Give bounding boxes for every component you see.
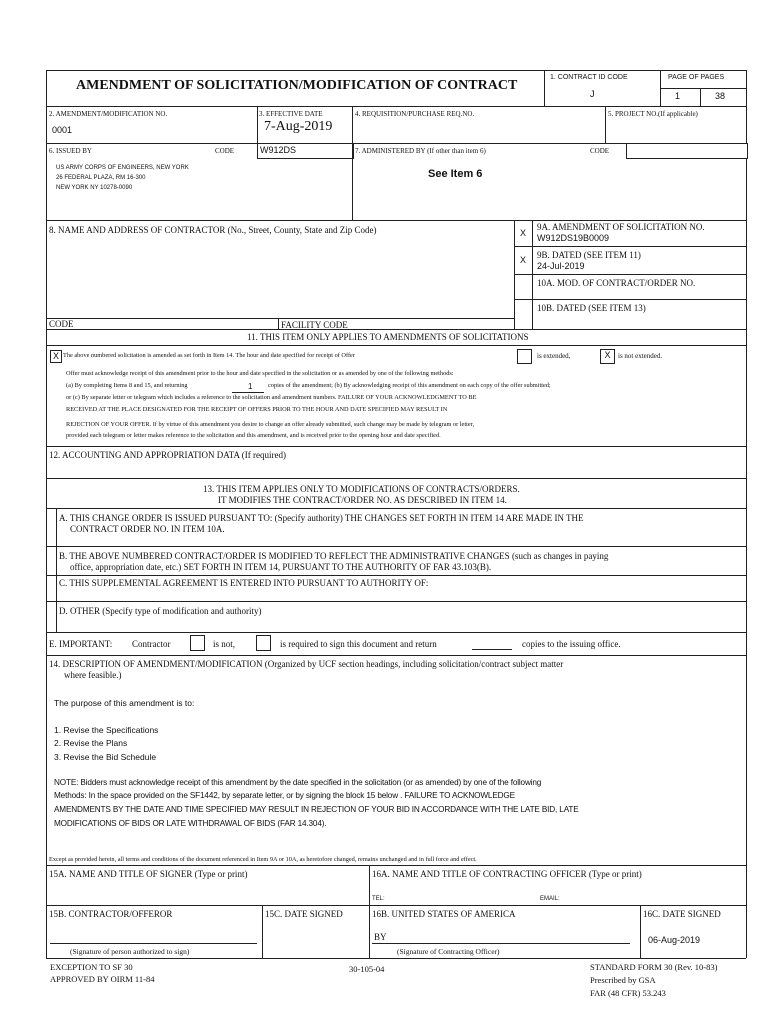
divider	[544, 70, 545, 106]
item14-list-item-2: 2. Revise the Plans	[54, 738, 128, 748]
field10a-label: 10A. MOD. OF CONTRACT/ORDER NO.	[537, 278, 696, 288]
item14-note-line2: Methods: In the space provided on the SF1442, by separate letter, or by signing the block 15 below . FAILURE TO ACKNOWLEDGE	[54, 791, 515, 800]
footer-left-line1: EXCEPTION TO SF 30	[50, 962, 133, 972]
field7-code-label: CODE	[590, 147, 610, 155]
footer-right-line1: STANDARD FORM 30 (Rev. 10-83)	[590, 962, 718, 972]
item14-label2: where feasible.)	[64, 670, 122, 680]
divider	[46, 601, 746, 602]
divider	[46, 865, 746, 866]
form-border-bottom	[46, 958, 746, 959]
divider	[46, 318, 514, 319]
f16b-sig-caption: (Signature of Contracting Officer)	[397, 947, 500, 956]
field6-label: 6. ISSUED BY	[49, 147, 92, 155]
item14-list-item-1: 1. Revise the Specifications	[54, 725, 159, 735]
field2-label: 2. AMENDMENT/MODIFICATION NO.	[49, 110, 168, 118]
not-extended-label: is not extended.	[618, 352, 663, 360]
divider	[46, 220, 746, 221]
divider	[262, 905, 263, 958]
divider	[514, 246, 746, 247]
item11-line3: or (c) By separate letter or telegram which includes a reference to the solicitation and amendment numbers. FAILURE OF YOUR ACKNOWLEDGMENT TO BE	[66, 394, 477, 401]
item11-line2b: copies of the amendment; (b) By acknowledging receipt of this amendment on each copy of the offer submitted;	[268, 382, 551, 389]
item13-header2: IT MODIFIES THE CONTRACT/ORDER NO. AS DESCRIBED IN ITEM 14.	[218, 495, 507, 505]
item14-purpose: The purpose of this amendment is to:	[54, 698, 195, 708]
important-copies: copies to the issuing office.	[522, 639, 621, 649]
solicitation-amended-checkbox[interactable]: X	[50, 350, 62, 363]
form-border-left	[46, 70, 47, 958]
field7-label: 7. ADMINISTERED BY (If other than item 6)	[355, 147, 486, 155]
not-extended-checkbox[interactable]: X	[600, 349, 615, 364]
total-pages: 38	[715, 91, 726, 101]
copies-field-underline	[232, 392, 264, 393]
divider	[46, 575, 746, 576]
divider	[46, 905, 746, 906]
f16a-label: 16A. NAME AND TITLE OF CONTRACTING OFFICER (Type or print)	[372, 869, 642, 879]
extended-checkbox[interactable]	[517, 349, 532, 364]
footer-right-line2: Prescribed by GSA	[590, 975, 656, 985]
contractor-is-required-checkbox[interactable]	[256, 635, 271, 651]
divider	[46, 546, 746, 547]
form-border-right	[746, 70, 747, 958]
divider	[46, 446, 746, 447]
field9a-label: 9A. AMENDMENT OF SOLICITATION NO.	[537, 222, 705, 232]
page-number: 1	[675, 91, 681, 101]
item13-header1: 13. THIS ITEM APPLIES ONLY TO MODIFICATIONS OF CONTRACTS/ORDERS.	[203, 484, 520, 494]
item13-c: C. THIS SUPPLEMENTAL AGREEMENT IS ENTERED INTO PURSUANT TO AUTHORITY OF:	[59, 578, 429, 588]
contractor-code-label: CODE	[49, 319, 74, 329]
item11-line5: REJECTION OF YOUR OFFER. If by virtue of this amendment you desire to change an offer already submitted, such change may be made by telegram or letter,	[66, 421, 475, 428]
amendment-number: 0001	[52, 125, 73, 135]
f16a-email: EMAIL:	[540, 896, 560, 902]
divider	[46, 632, 746, 633]
footer-center: 30-105-04	[349, 964, 385, 974]
divider	[46, 508, 746, 509]
divider	[46, 329, 746, 330]
field4-label: 4. REQUISITION/PURCHASE REQ.NO.	[355, 110, 475, 118]
form-title: AMENDMENT OF SOLICITATION/MODIFICATION OF CONTRACT	[76, 78, 518, 93]
f16a-tel: TEL:	[372, 896, 385, 902]
f15a-label: 15A. NAME AND TITLE OF SIGNER (Type or print)	[49, 869, 248, 879]
facility-code-label: FACILITY CODE	[281, 320, 348, 330]
solicitation-date: 24-Jul-2019	[537, 261, 585, 271]
f16b-label: 16B. UNITED STATES OF AMERICA	[372, 909, 516, 919]
divider	[46, 106, 746, 107]
divider	[56, 508, 57, 632]
item13-b-line2: office, appropriation date, etc.) SET FORTH IN ITEM 14, PURSUANT TO THE AUTHORITY OF FAR 43.103(B).	[70, 562, 492, 572]
field9b-mark: X	[520, 255, 527, 265]
issuer-code: W912DS	[260, 145, 297, 155]
item14-list-item-3: 3. Revise the Bid Schedule	[54, 752, 157, 762]
item13-d: D. OTHER (Specify type of modification and authority)	[59, 606, 262, 616]
divider	[660, 88, 746, 89]
divider	[369, 865, 370, 958]
f15b-sig-caption: (Signature of person authorized to sign)	[70, 947, 190, 956]
item11-line6: provided each telegram or letter makes reference to the solicitation and this amendment, and is received prior to the opening hour and date specified.	[66, 432, 441, 439]
field9b-label: 9B. DATED (SEE ITEM 11)	[537, 250, 641, 260]
important-is-not: is not,	[213, 639, 236, 649]
footer-left-line2: APPROVED BY OIRM 11-84	[50, 974, 155, 984]
contract-id-value: J	[590, 89, 595, 99]
contractor-is-not-checkbox[interactable]	[190, 635, 205, 651]
divider	[514, 299, 746, 300]
issuer-address-line3: NEW YORK NY 10278-0090	[56, 185, 133, 191]
field5-label: 5. PROJECT NO.(If applicable)	[608, 110, 698, 118]
item11-header: 11. THIS ITEM ONLY APPLIES TO AMENDMENTS OF SOLICITATIONS	[247, 332, 529, 342]
item14-note-line3: AMENDMENTS BY THE DATE AND TIME SPECIFIED MAY RESULT IN REJECTION OF YOUR BID IN ACCORDANCE WITH THE LATE BID, LATE	[54, 805, 579, 814]
item13-a-line2: CONTRACT ORDER NO. IN ITEM 10A.	[70, 524, 225, 534]
field3-label: 3. EFFECTIVE DATE	[259, 110, 323, 118]
f15c-label: 15C. DATE SIGNED	[265, 909, 343, 919]
f16c-label: 16C. DATE SIGNED	[643, 909, 721, 919]
issuer-address-line2: 26 FEDERAL PLAZA, RM 16-300	[56, 175, 146, 181]
effective-date: 7-Aug-2019	[264, 119, 333, 134]
divider	[46, 478, 746, 479]
item11-line4: RECEIVED AT THE PLACE DESIGNATED FOR THE RECEIPT OF OFFERS PRIOR TO THE HOUR AND DATE SPECIFIED MAY RESULT IN	[66, 406, 448, 413]
field7-code-box	[626, 143, 748, 159]
contracting-officer-signature-line[interactable]	[372, 943, 630, 944]
footer-right-line3: FAR (48 CFR) 53.243	[590, 988, 666, 998]
divider	[700, 88, 701, 106]
contracting-officer-date: 06-Aug-2019	[648, 935, 701, 945]
item14-note-line1: NOTE: Bidders must acknowledge receipt of this amendment by the date specified in the solicitation (or as amended) by one of the following	[54, 778, 542, 787]
field6-code-label: CODE	[215, 147, 235, 155]
item14-label1: 14. DESCRIPTION OF AMENDMENT/MODIFICATION (Organized by UCF section headings, including solicitation/contract subject matter	[49, 659, 564, 669]
form-border-top	[46, 70, 746, 71]
page-of-pages-label: PAGE OF PAGES	[668, 74, 725, 81]
item11-text: The above numbered solicitation is amended as set forth in Item 14. The hour and date specified for receipt of Offer	[63, 352, 355, 359]
important-contractor: Contractor	[132, 639, 171, 649]
divider	[257, 106, 258, 143]
item12-label: 12. ACCOUNTING AND APPROPRIATION DATA (If required)	[49, 450, 287, 460]
field9a-mark: X	[520, 228, 527, 238]
divider	[514, 274, 746, 275]
divider	[278, 318, 279, 329]
contract-id-label: 1. CONTRACT ID CODE	[550, 74, 628, 81]
field8-label: 8. NAME AND ADDRESS OF CONTRACTOR (No., Street, County, State and Zip Code)	[49, 225, 377, 235]
administered-by-value: See Item 6	[428, 168, 483, 180]
item11-line2a: (a) By completing Items 8 and 15, and returning	[66, 382, 188, 389]
divider	[352, 106, 353, 143]
f16b-by: BY	[374, 932, 387, 942]
divider	[640, 905, 641, 958]
copies-return-underline[interactable]	[472, 649, 512, 650]
item13-a-line1: A. THIS CHANGE ORDER IS ISSUED PURSUANT TO: (Specify authority) THE CHANGES SET FORTH IN ITEM 14 ARE MADE IN THE	[59, 513, 584, 523]
f15b-label: 15B. CONTRACTOR/OFFEROR	[49, 909, 173, 919]
item14-note-line4: MODIFICATIONS OF BIDS OR LATE WITHDRAWAL OF BIDS (FAR 14.304).	[54, 819, 327, 828]
issuer-address-line1: US ARMY CORPS OF ENGINEERS, NEW YORK	[56, 165, 189, 171]
item13-b-line1: B. THE ABOVE NUMBERED CONTRACT/ORDER IS MODIFIED TO REFLECT THE ADMINISTRATIVE CHANGES (such as changes in paying	[59, 551, 609, 561]
solicitation-number: W912DS19B0009	[537, 233, 610, 243]
divider	[605, 106, 606, 143]
copies-count[interactable]: 1	[248, 382, 253, 391]
important-is-required: is required to sign this document and return	[280, 639, 437, 649]
field10b-label: 10B. DATED (SEE ITEM 13)	[537, 303, 646, 313]
item11-line1: Offer must acknowledge receipt of this amendment prior to the hour and date specified in the solicitation or as amended by one of the following methods:	[66, 370, 454, 377]
divider	[46, 655, 746, 656]
important-label: E. IMPORTANT:	[49, 639, 113, 649]
divider	[352, 143, 353, 220]
except-text: Except as provided herein, all terms and conditions of the document referenced in Item 9A or 10A, as heretofore changed, remains unchanged and in full force and effect.	[49, 856, 477, 863]
extended-label: is extended,	[537, 352, 571, 360]
contractor-signature-line[interactable]	[50, 943, 257, 944]
divider	[46, 345, 746, 346]
